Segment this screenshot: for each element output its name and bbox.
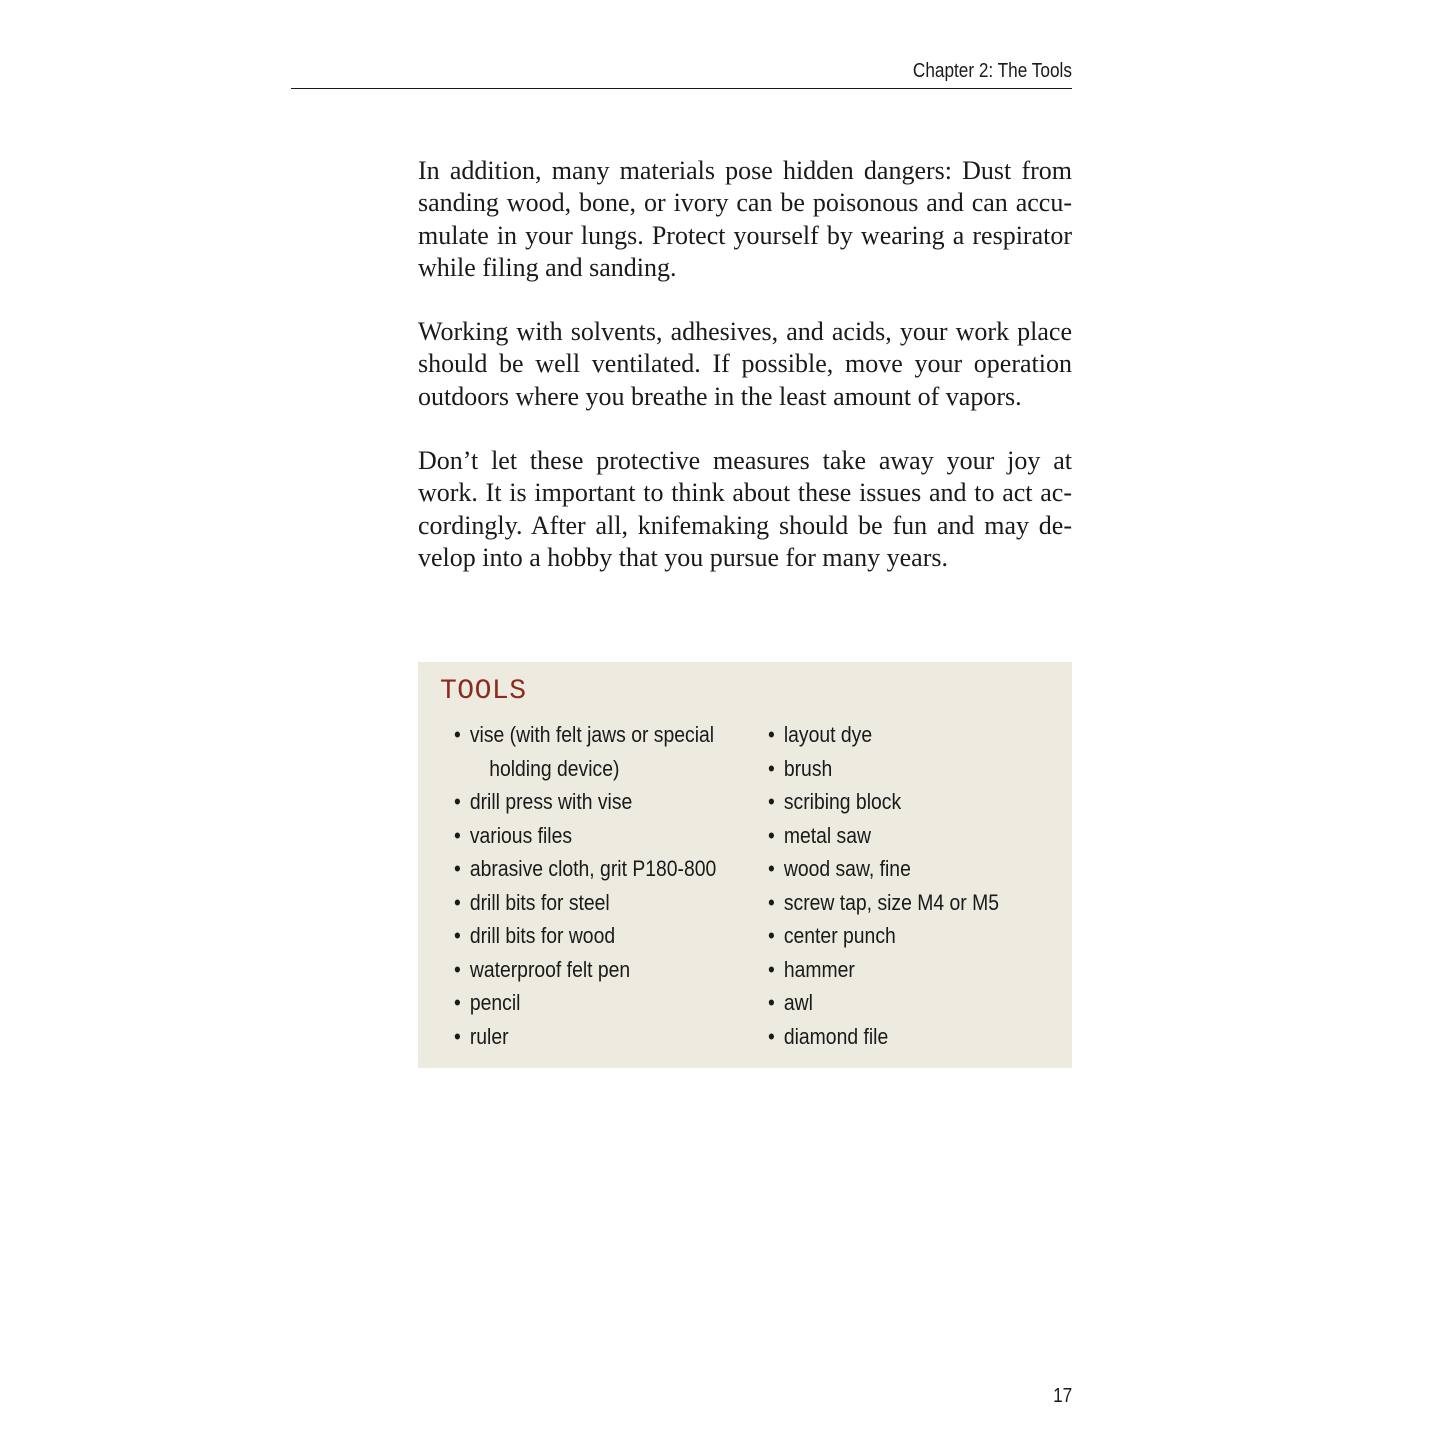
list-item: • pencil bbox=[454, 986, 736, 1020]
list-item: • center punch bbox=[768, 919, 1032, 953]
bullet: • bbox=[768, 755, 775, 781]
bullet: • bbox=[768, 722, 775, 747]
bullet: • bbox=[454, 990, 461, 1015]
list-item: • metal saw bbox=[768, 819, 1032, 853]
list-item: • screw tap, size M4 or M5 bbox=[768, 886, 1032, 920]
list-item: • scribing block bbox=[768, 785, 1032, 819]
paragraph: In addition, many materials pose hidden dangers: Dust from sanding wood, bone, or ivory can be poisonous and can accu-mulate in your lungs. Protect yourself by wearing a respirator while filing and sanding. bbox=[418, 156, 1072, 282]
bullet: • bbox=[454, 956, 461, 982]
list-item: • abrasive cloth, grit P180-800 bbox=[454, 852, 736, 886]
tools-sidebar bbox=[418, 662, 1072, 1068]
bullet: • bbox=[454, 856, 461, 881]
list-item: • waterproof felt pen bbox=[454, 953, 736, 987]
bullet: • bbox=[454, 789, 461, 814]
tools-list-right bbox=[768, 718, 1068, 1053]
tools-list-left bbox=[454, 718, 774, 1053]
page-number: 17 bbox=[1052, 1385, 1072, 1407]
bullet: • bbox=[768, 956, 775, 982]
bullet: • bbox=[768, 789, 775, 814]
bullet: • bbox=[454, 822, 461, 848]
bullet: • bbox=[454, 1023, 461, 1049]
list-item: • wood saw, fine bbox=[768, 852, 1032, 886]
bullet: • bbox=[454, 722, 461, 747]
bullet: • bbox=[768, 889, 775, 915]
bullet: • bbox=[768, 1023, 775, 1049]
tools-heading: TOOLS bbox=[440, 676, 527, 707]
list-item: • awl bbox=[768, 986, 1032, 1020]
list-item: • drill press with vise bbox=[454, 785, 736, 819]
paragraph: Don’t let these protective measures take away your joy at work. It is important to think about these issues and to act ac-cordingly. After all, knifemaking should be fun and may de-velop into a hobby that you pursue for many years. bbox=[418, 446, 1072, 572]
bullet: • bbox=[768, 990, 775, 1015]
list-item: • drill bits for wood bbox=[454, 919, 736, 953]
list-item: • vise (with felt jaws or special holding device) bbox=[454, 718, 736, 785]
bullet: • bbox=[768, 822, 775, 848]
running-head bbox=[291, 60, 1072, 89]
bullet: • bbox=[454, 889, 461, 915]
list-item: • diamond file bbox=[768, 1020, 1032, 1054]
list-item: • ruler bbox=[454, 1020, 736, 1054]
list-item: • drill bits for steel bbox=[454, 886, 736, 920]
list-item: • various files bbox=[454, 819, 736, 853]
list-item: • layout dye bbox=[768, 718, 1032, 752]
list-item: • brush bbox=[768, 752, 1032, 786]
body-text bbox=[418, 155, 1072, 606]
bullet: • bbox=[768, 856, 775, 881]
chapter-title: Chapter 2: The Tools bbox=[912, 60, 1072, 82]
paragraph: Working with solvents, adhesives, and acids, your work place should be well ventilated. If possible, move your operation outdoors where you breathe in the least amount of vapors. bbox=[418, 317, 1072, 411]
list-item: • hammer bbox=[768, 953, 1032, 987]
bullet: • bbox=[454, 923, 461, 948]
bullet: • bbox=[768, 923, 775, 948]
